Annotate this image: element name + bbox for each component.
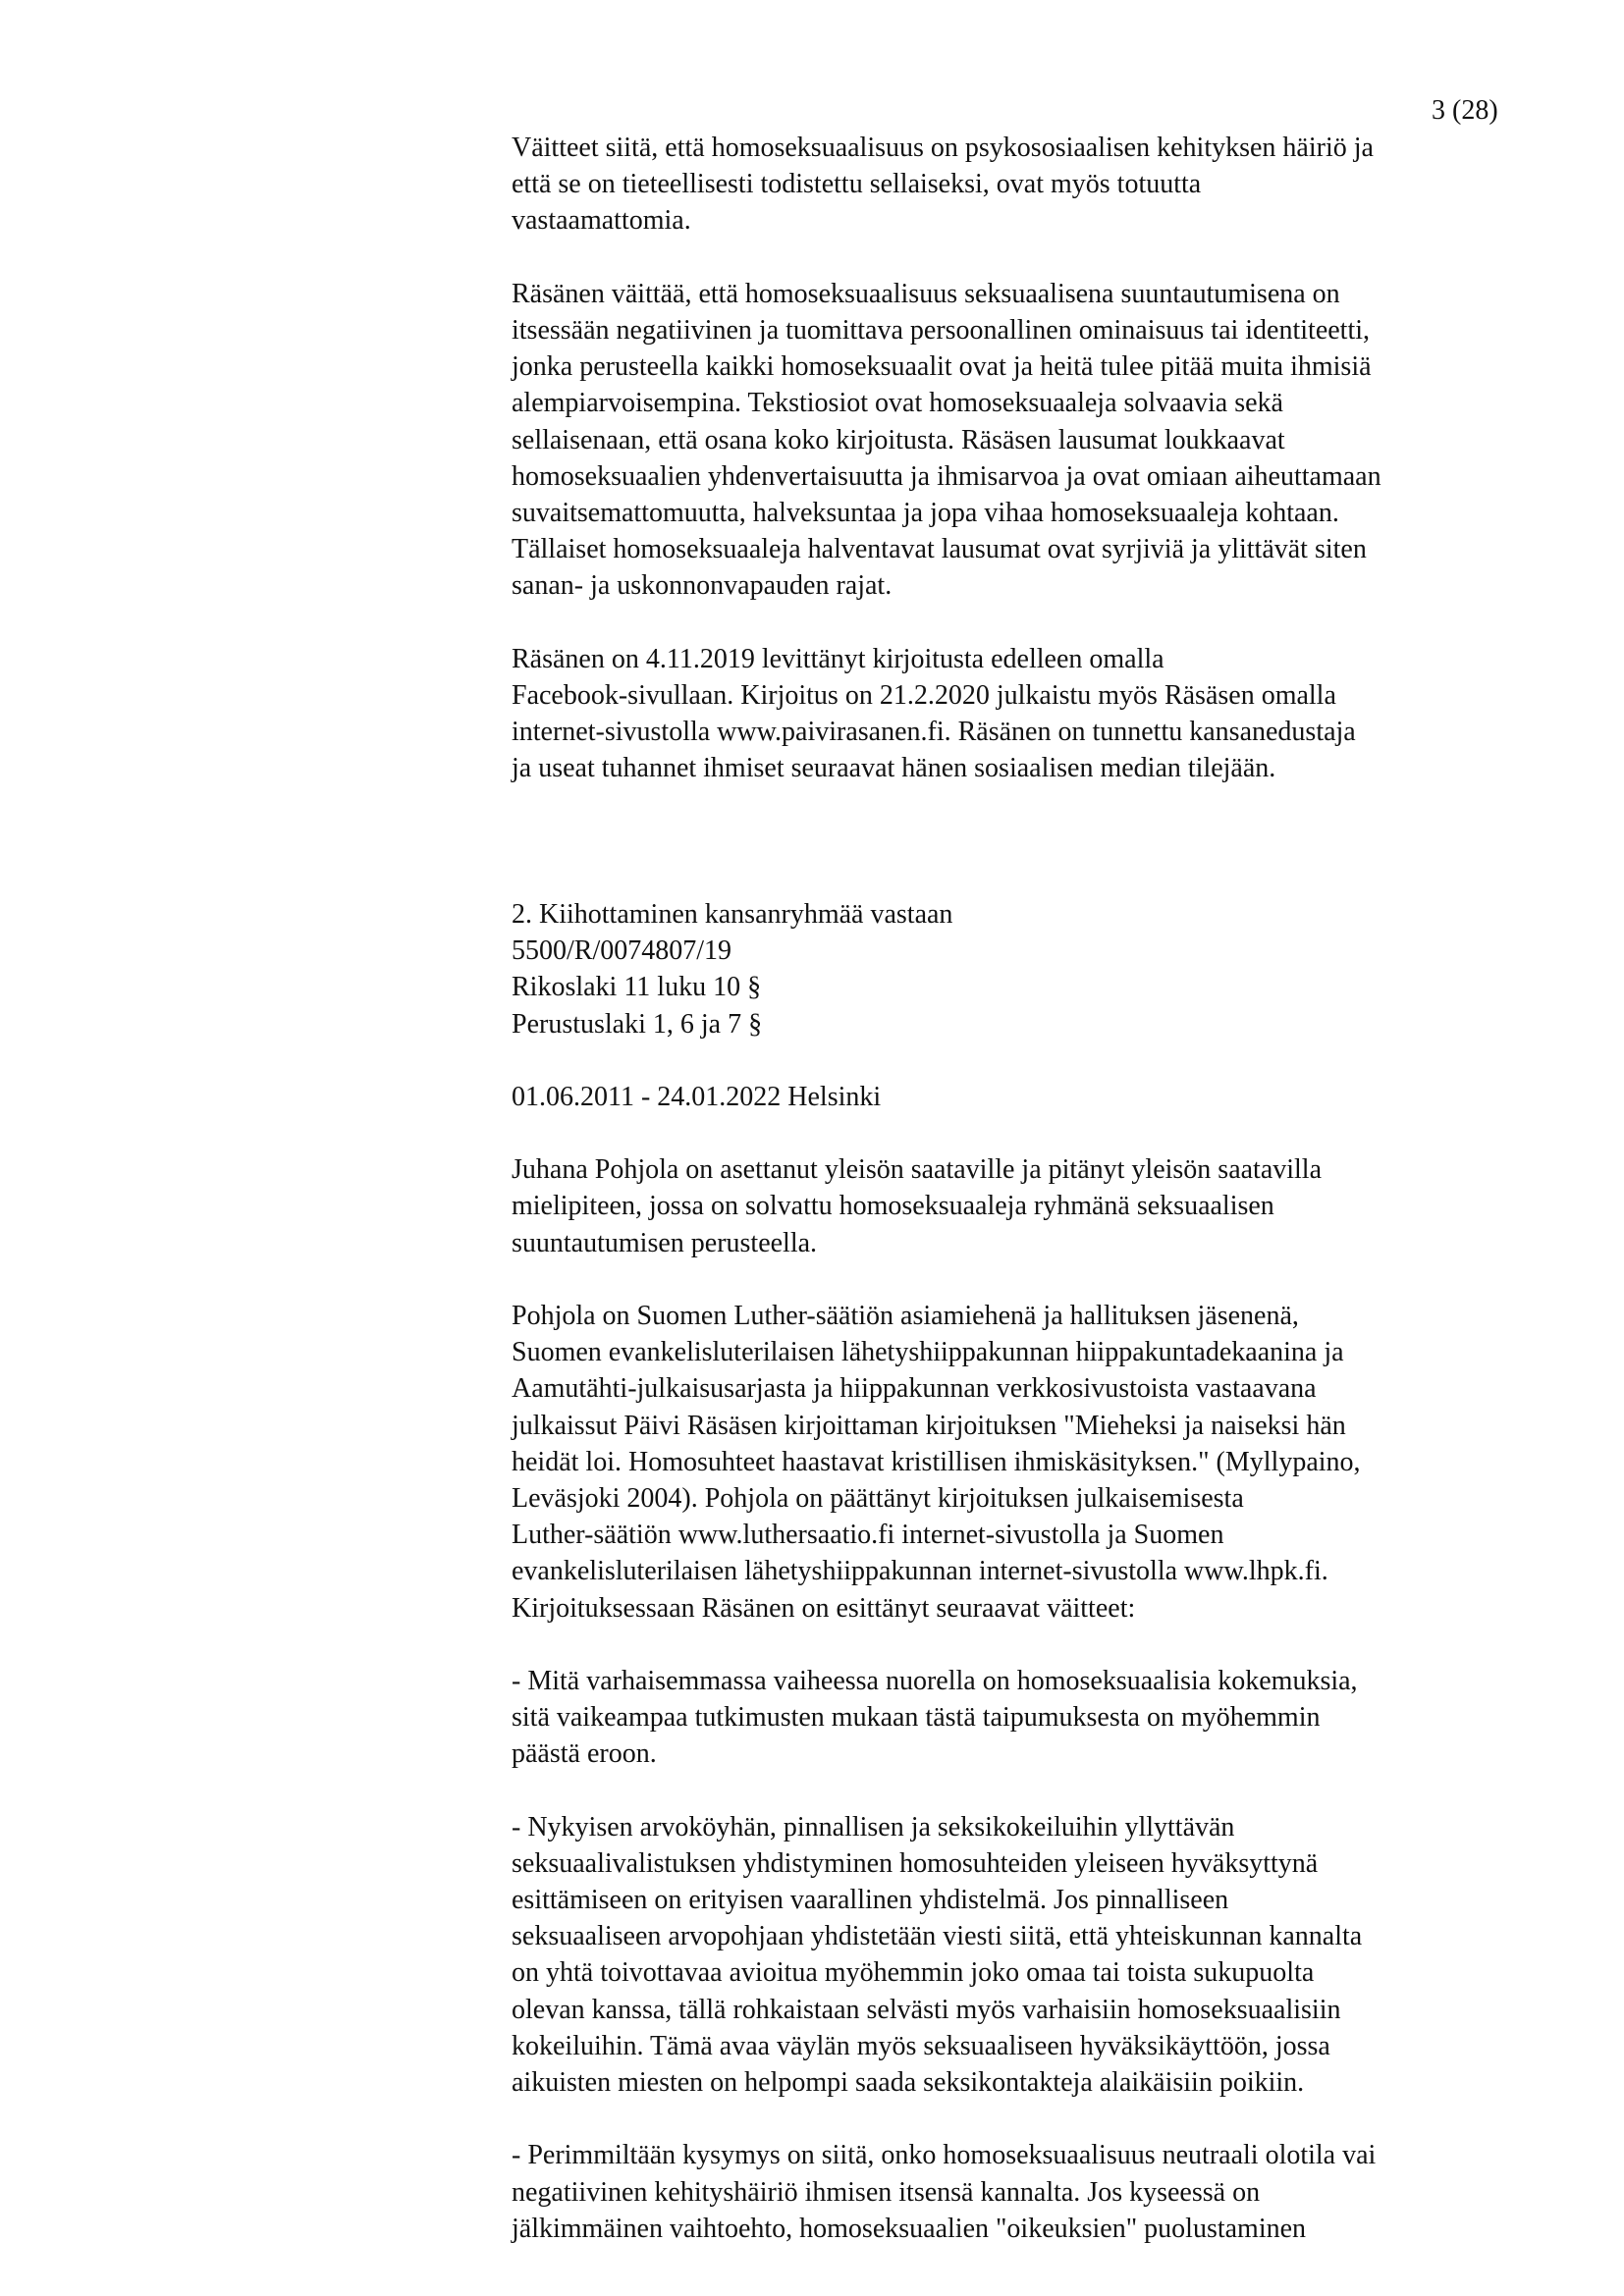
text-line: seksuaalivalistuksen yhdistyminen homosuhteiden yleiseen hyväksyttynä [512, 1847, 1319, 1879]
text-line: ja useat tuhannet ihmiset seuraavat hänen sosiaalisen median tilejään. [512, 753, 1276, 784]
statute-reference: Perustuslaki 1, 6 ja 7 § [512, 1008, 763, 1040]
text-line: Pohjola on Suomen Luther-säätiön asiamiehenä ja hallituksen jäsenenä, [512, 1301, 1299, 1332]
charge-title: 2. Kiihottaminen kansanryhmää vastaan [512, 898, 953, 930]
text-line: suuntautumisen perusteella. [512, 1227, 818, 1258]
text-line: Leväsjoki 2004). Pohjola on päättänyt kirjoituksen julkaisemisesta [512, 1482, 1244, 1514]
charge-heading [512, 896, 1592, 1042]
text-line: - Mitä varhaisemmassa vaiheessa nuorella on homoseksuaalisia kokemuksia, [512, 1665, 1358, 1696]
text-line: suvaitsemattomuutta, halveksuntaa ja jopa vihaa homoseksuaaleja kohtaan. [512, 497, 1339, 528]
text-line: aikuisten miesten on helpompi saada seksikontakteja alaikäisiin poikiin. [512, 2066, 1305, 2098]
text-line: Väitteet siitä, että homoseksuaalisuus on psykososiaalisen kehityksen häiriö ja [512, 133, 1374, 163]
text-line: Juhana Pohjola on asettanut yleisön saataville ja pitänyt yleisön saatavilla [512, 1154, 1323, 1186]
text-line: on yhtä toivottavaa avioitua myöhemmin joko omaa tai toista sukupuolta [512, 1957, 1315, 1989]
text-line: esittämiseen on erityisen vaarallinen yhdistelmä. Jos pinnalliseen [512, 1885, 1229, 1916]
text-line: alempiarvoisempina. Tekstiosiot ovat homoseksuaaleja solvaavia sekä [512, 388, 1283, 419]
text-line: itsessään negatiivinen ja tuomittava persoonallinen ominaisuus tai identiteetti, [512, 314, 1371, 346]
statute-reference: Rikoslaki 11 luku 10 § [512, 972, 762, 1003]
text-line: olevan kanssa, tällä rohkaistaan selvästi myös varhaisiin homoseksuaalisiin [512, 1994, 1341, 2025]
case-number: 5500/R/0074807/19 [512, 935, 732, 967]
document-body [512, 130, 1592, 2247]
text-line: että se on tieteellisesti todistettu sellaiseksi, ovat myös totuutta [512, 169, 1202, 200]
paragraph-rasanen-claims [512, 276, 1592, 605]
text-line: 01.06.2011 - 24.01.2022 Helsinki [512, 1081, 882, 1112]
paragraph-pohjola-publication [512, 1298, 1592, 1627]
text-line: kokeiluihin. Tämä avaa väylän myös seksuaaliseen hyväksikäyttöön, jossa [512, 2030, 1330, 2061]
text-line: päästä eroon. [512, 1738, 657, 1770]
text-line: Luther-säätiön www.luthersaatio.fi internet-sivustolla ja Suomen [512, 1520, 1224, 1551]
text-line: Tällaiset homoseksuaaleja halventavat lausumat ovat syrjiviä ja ylittävät siten [512, 534, 1367, 565]
text-line: mielipiteen, jossa on solvattu homoseksuaaleja ryhmänä seksuaalisen [512, 1191, 1274, 1222]
paragraph-distribution [512, 641, 1592, 787]
text-line: homoseksuaalien yhdenvertaisuutta ja ihmisarvoa ja ovat omiaan aiheuttamaan [512, 460, 1381, 492]
date-location [512, 1079, 1592, 1115]
text-line: Räsänen on 4.11.2019 levittänyt kirjoitusta edelleen omalla [512, 643, 1164, 674]
text-line: internet-sivustolla www.paivirasanen.fi. Räsänen on tunnettu kansanedustaja [512, 717, 1356, 747]
text-line: Kirjoituksessaan Räsänen on esittänyt seuraavat väitteet: [512, 1592, 1136, 1624]
text-line: - Perimmiltään kysymys on siitä, onko homoseksuaalisuus neutraali olotila vai [512, 2140, 1377, 2171]
text-line: sanan- ja uskonnonvapauden rajat. [512, 570, 893, 602]
text-line: sitä vaikeampaa tutkimusten mukaan tästä taipumuksesta on myöhemmin [512, 1702, 1321, 1734]
quoted-claim-1 [512, 1663, 1592, 1773]
text-line: Aamutähti-julkaisusarjasta ja hiippakunnan verkkosivustoista vastaavana [512, 1373, 1317, 1405]
text-line: seksuaaliseen arvopohjaan yhdistetään viesti siitä, että yhteiskunnan kannalta [512, 1921, 1363, 1952]
paragraph-pohjola-summary [512, 1151, 1592, 1261]
text-line: jonka perusteella kaikki homoseksuaalit ovat ja heitä tulee pitää muita ihmisiä [512, 351, 1372, 383]
quoted-claim-2 [512, 1809, 1592, 2102]
text-line: julkaissut Päivi Räsäsen kirjoittaman kirjoituksen "Mieheksi ja naiseksi hän [512, 1410, 1346, 1441]
text-line: negatiivinen kehityshäiriö ihmisen itsensä kannalta. Jos kyseessä on [512, 2176, 1261, 2208]
text-line: jälkimmäinen vaihtoehto, homoseksuaalien "oikeuksien" puolustaminen [512, 2213, 1307, 2244]
text-line: Facebook-sivullaan. Kirjoitus on 21.2.2020 julkaistu myös Räsäsen omalla [512, 679, 1336, 711]
text-line: - Nykyisen arvoköyhän, pinnallisen ja seksikokeiluihin yllyttävän [512, 1811, 1235, 1842]
page-number: 3 (28) [1432, 95, 1498, 126]
text-line: sellaisenaan, että osana koko kirjoitusta. Räsäsen lausumat loukkaavat [512, 424, 1285, 455]
text-line: Suomen evankelisluterilaisen lähetyshiippakunnan hiippakuntadekaanina ja [512, 1337, 1344, 1368]
text-line: Räsänen väittää, että homoseksuaalisuus seksuaalisena suuntautumisena on [512, 278, 1340, 309]
text-line: vastaamattomia. [512, 205, 691, 237]
quoted-claim-3 [512, 2137, 1592, 2247]
text-line: evankelisluterilaisen lähetyshiippakunnan internet-sivustolla www.lhpk.fi. [512, 1556, 1328, 1587]
paragraph-claims-psychosocial [512, 130, 1592, 240]
text-line: heidät loi. Homosuhteet haastavat kristillisen ihmiskäsityksen." (Myllypaino, [512, 1446, 1361, 1477]
